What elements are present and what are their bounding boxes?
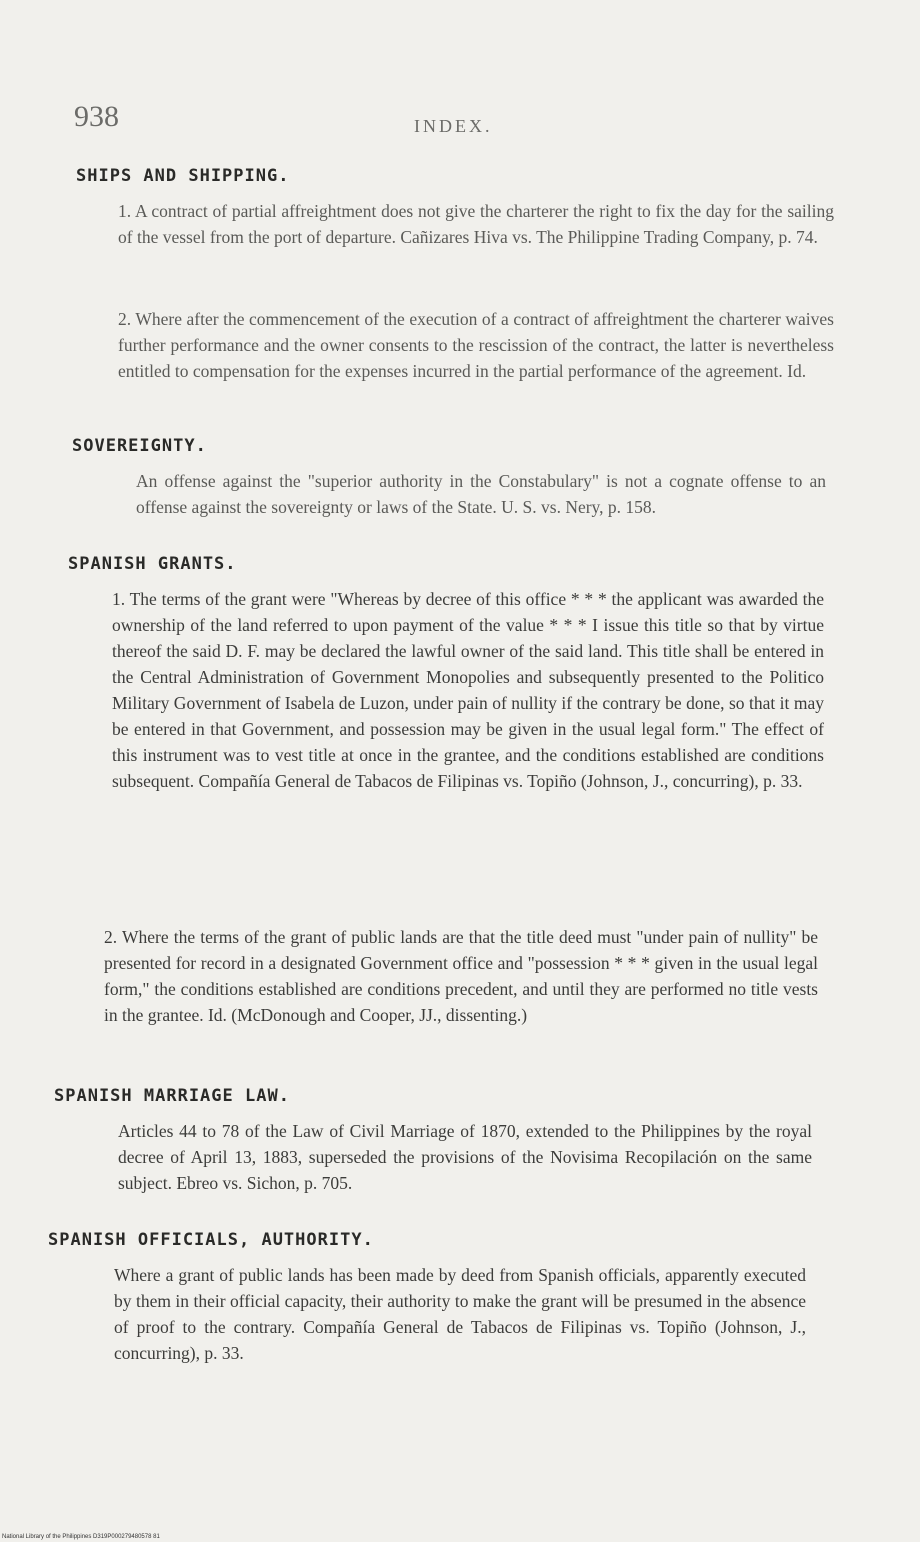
- entry-text: An offense against the "superior authority in the Constabulary" is not a cognate offense to an offense against the sovereignty or laws of the State. U. S. vs. Nery, p. 158.: [136, 471, 826, 517]
- running-head: INDEX.: [414, 116, 493, 136]
- entry-number: 2.: [118, 309, 132, 329]
- section-heading-sovereignty: SOVEREIGNTY.: [72, 436, 207, 456]
- entry-text: Where the terms of the grant of public lands are that the title deed must "under pain of nullity" be presented for record in a designated Government office and "possession * * * given in the usual legal form," the conditions established are conditions precedent, and until they are performed no title vests in the grantee. Id. (McDonough and Cooper, JJ., dissenting.): [104, 927, 818, 1025]
- library-footer: National Library of the Philippines D319P000279480578 81: [2, 1534, 160, 1540]
- entry-number: 1.: [118, 201, 132, 221]
- entry-spanish-officials: [114, 1262, 806, 1366]
- entry-text: A contract of partial affreightment does not give the charterer the right to fix the day for the sailing of the vessel from the port of departure. Cañizares Hiva vs. The Philippine Trading Company, p. 74.: [118, 201, 834, 247]
- entry-text: Articles 44 to 78 of the Law of Civil Marriage of 1870, extended to the Philippines by the royal decree of April 13, 1883, superseded the provisions of the Novisima Recopilación on the same subject. Ebreo vs. Sichon, p. 705.: [118, 1121, 812, 1193]
- entry-ships-2: [118, 306, 834, 384]
- entry-sovereignty: [136, 468, 826, 520]
- entry-spanish-grants-1: [112, 586, 824, 794]
- entry-text: Where after the commencement of the execution of a contract of affreightment the charterer waives further performance and the owner consents to the rescission of the contract, the latter is nevertheless entitled to compensation for the expenses incurred in the partial performance of the agreement. Id.: [118, 309, 834, 381]
- entry-spanish-grants-2: [104, 924, 818, 1028]
- section-heading-spanish-grants: SPANISH GRANTS.: [68, 554, 237, 574]
- entry-ships-1: [118, 198, 834, 250]
- entry-number: 2.: [104, 927, 118, 947]
- page-number: 938: [74, 100, 119, 133]
- entry-text: The terms of the grant were "Whereas by decree of this office * * * the applicant was awarded the ownership of the land referred to upon payment of the value * * * I issue this title so that by virtue thereof the said D. F. may be declared the lawful owner of the said land. This title shall be entered in the Central Administration of Government Monopolies and subsequently presented to the Politico Military Government of Isabela de Luzon, under pain of nullity if the contrary be done, so that it may be entered in that Government, and possession may be given in the usual legal form." The effect of this instrument was to vest title at once in the grantee, and the conditions established are conditions subsequent. Compañía General de Tabacos de Filipinas vs. Topiño (Johnson, J., concurring), p. 33.: [112, 589, 825, 791]
- entry-number: 1.: [112, 589, 126, 609]
- section-heading-spanish-marriage-law: SPANISH MARRIAGE LAW.: [54, 1086, 290, 1106]
- entry-text: Where a grant of public lands has been made by deed from Spanish officials, apparently executed by them in their official capacity, their authority to make the grant will be presumed in the absence of proof to the contrary. Compañía General de Tabacos de Filipinas vs. Topiño (Johnson, J., concurring), p. 33.: [114, 1265, 806, 1363]
- entry-spanish-marriage-law: [118, 1118, 812, 1196]
- section-heading-ships: SHIPS AND SHIPPING.: [76, 166, 290, 186]
- section-heading-spanish-officials: SPANISH OFFICIALS, AUTHORITY.: [48, 1230, 374, 1250]
